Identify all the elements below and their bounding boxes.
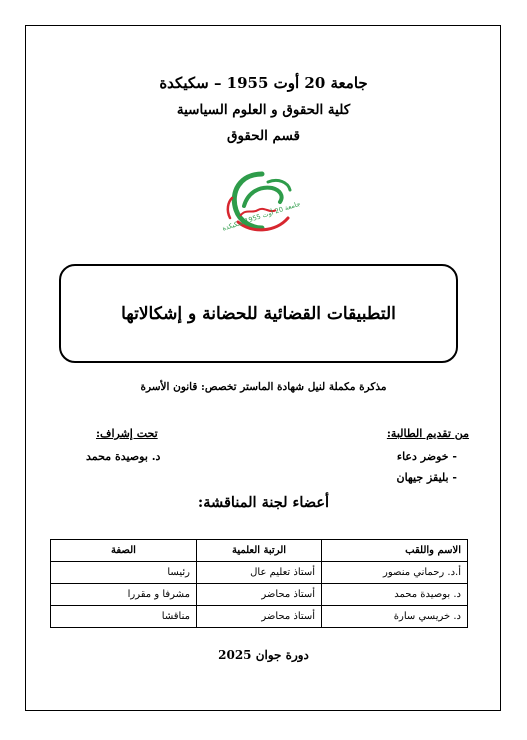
table-row bbox=[51, 606, 468, 628]
member-rank: أستاذ محاضر bbox=[196, 584, 321, 606]
student-name: - بليقز جيهان bbox=[396, 471, 457, 484]
column-header: الاسم واللقب bbox=[322, 540, 468, 562]
column-header: الصفة bbox=[51, 540, 197, 562]
member-role: رئيسا bbox=[51, 562, 197, 584]
committee-heading: أعضاء لجنة المناقشة: bbox=[197, 494, 330, 511]
session-date: دورة جوان 2025 bbox=[218, 648, 309, 662]
member-name: د. بوصيدة محمد bbox=[322, 584, 468, 606]
member-name: د. خريسي سارة bbox=[322, 606, 468, 628]
thesis-title: التطبيقات القضائية للحضانة و إشكالاتها bbox=[121, 303, 396, 324]
svg-text:جامعة 20 أوت 1955 سكيكدة: جامعة 20 أوت 1955 سكيكدة bbox=[222, 199, 302, 233]
department-name: قسم الحقوق bbox=[226, 128, 301, 144]
member-name: أ.د. رحماني منصور bbox=[322, 562, 468, 584]
university-logo bbox=[222, 168, 302, 236]
table-row bbox=[51, 562, 468, 584]
member-role: مناقشا bbox=[51, 606, 197, 628]
students-label: من تقديم الطالبة: bbox=[386, 427, 469, 440]
supervisor-name: د. بوصيدة محمد bbox=[86, 450, 161, 463]
member-rank: أستاذ محاضر bbox=[196, 606, 321, 628]
university-name: جامعة 20 أوت 1955 – سكيكدة bbox=[159, 74, 368, 92]
university-logo-icon bbox=[222, 168, 302, 236]
faculty-name: كلية الحقوق و العلوم السياسية bbox=[176, 102, 351, 118]
table-header-row bbox=[51, 540, 468, 562]
supervisor-label: تحت إشراف: bbox=[96, 427, 158, 440]
committee-table bbox=[50, 539, 468, 628]
column-header: الرتبة العلمية bbox=[196, 540, 321, 562]
student-name: - خوضر دعاء bbox=[396, 450, 457, 463]
member-role: مشرفا و مقررا bbox=[51, 584, 197, 606]
thesis-title-box bbox=[59, 264, 458, 363]
table-row bbox=[51, 584, 468, 606]
memo-description: مذكرة مكملة لنيل شهادة الماستر تخصص: قانون الأسرة bbox=[140, 381, 387, 393]
member-rank: أستاذ تعليم عال bbox=[196, 562, 321, 584]
